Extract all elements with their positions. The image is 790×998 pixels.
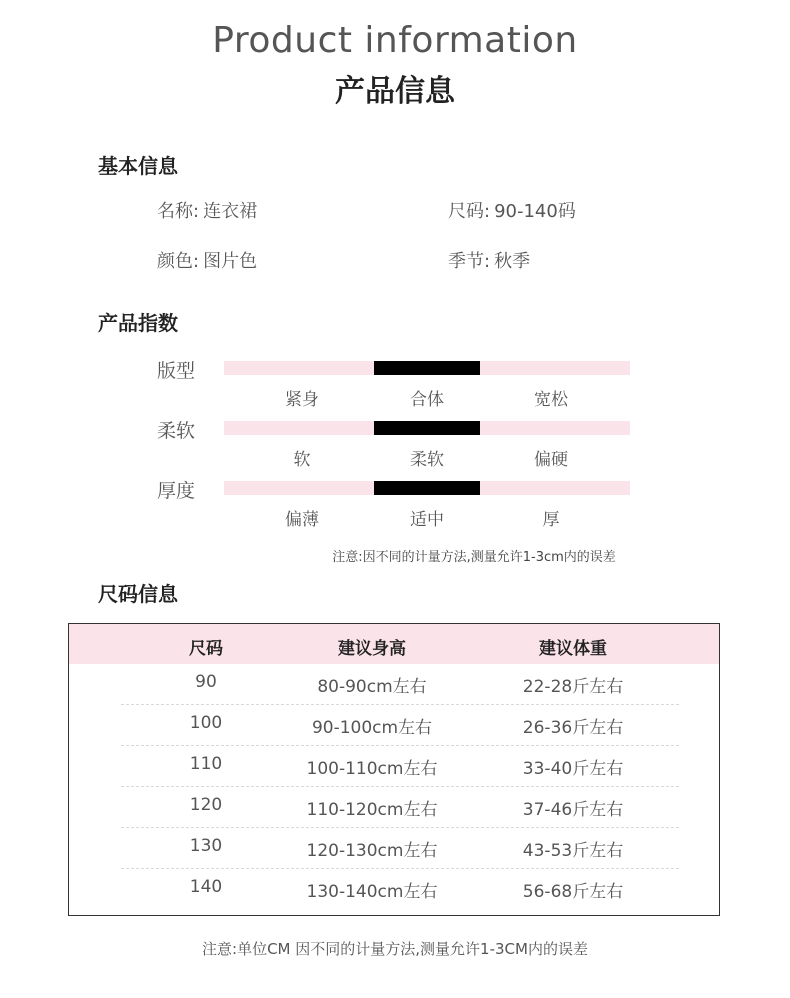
scale-bar-softness	[224, 421, 630, 435]
table-row	[121, 787, 679, 828]
scale-option: 偏薄	[285, 510, 319, 530]
table-row	[121, 828, 679, 869]
basic-info-heading: 基本信息	[98, 154, 178, 178]
size-info-heading: 尺码信息	[98, 582, 178, 606]
season-value: 秋季	[494, 251, 531, 272]
size-table-header	[69, 624, 719, 664]
scale-option: 合体	[410, 390, 444, 410]
table-cell: 80-90cm左右	[317, 677, 427, 697]
size-value: 90-140码	[494, 201, 576, 222]
page-title-en: Product information	[212, 20, 578, 61]
scale-label-softness: 柔软	[157, 420, 196, 442]
table-cell: 56-68斤左右	[522, 882, 624, 902]
name-label: 名称:	[157, 201, 200, 222]
table-row	[121, 705, 679, 746]
size-field	[448, 197, 576, 223]
season-field	[448, 247, 530, 273]
scale-option: 宽松	[534, 390, 568, 410]
table-cell: 90	[195, 672, 217, 692]
page-title-cn: 产品信息	[335, 74, 455, 109]
product-index-heading: 产品指数	[98, 311, 178, 335]
color-label: 颜色:	[157, 251, 200, 272]
scale-option: 软	[293, 450, 311, 470]
scale-label-fit: 版型	[157, 360, 196, 382]
column-header: 建议体重	[539, 639, 607, 659]
table-cell: 130-140cm左右	[306, 882, 438, 902]
table-cell: 37-46斤左右	[522, 800, 624, 820]
measurement-note: 注意:因不同的计量方法,测量允许1-3cm内的误差	[332, 550, 616, 565]
table-row	[121, 664, 679, 705]
table-cell: 22-28斤左右	[522, 677, 624, 697]
color-field	[157, 247, 257, 273]
column-header: 建议身高	[338, 639, 406, 659]
unit-note: 注意:单位CM 因不同的计量方法,测量允许1-3CM内的误差	[202, 940, 588, 958]
size-table	[68, 623, 720, 916]
scale-option: 适中	[410, 510, 444, 530]
table-cell: 110	[189, 754, 223, 774]
table-row	[121, 746, 679, 787]
table-cell: 130	[189, 836, 223, 856]
scale-option: 紧身	[285, 390, 319, 410]
name-field	[157, 197, 257, 223]
scale-option: 偏硬	[534, 450, 568, 470]
size-label: 尺码:	[448, 201, 491, 222]
table-cell: 26-36斤左右	[522, 718, 624, 738]
season-label: 季节:	[448, 251, 491, 272]
scale-marker-fit	[374, 361, 480, 375]
scale-marker-thickness	[374, 481, 480, 495]
table-cell: 110-120cm左右	[306, 800, 438, 820]
table-cell: 90-100cm左右	[311, 718, 433, 738]
table-cell: 43-53斤左右	[522, 841, 624, 861]
scale-marker-softness	[374, 421, 480, 435]
table-cell: 140	[189, 877, 223, 897]
scale-option: 柔软	[410, 450, 444, 470]
column-header: 尺码	[189, 639, 223, 659]
name-value: 连衣裙	[203, 201, 258, 222]
color-value: 图片色	[203, 251, 258, 272]
table-row	[121, 869, 679, 910]
scale-bar-thickness	[224, 481, 630, 495]
table-cell: 100	[189, 713, 223, 733]
scale-label-thickness: 厚度	[157, 480, 196, 502]
table-cell: 33-40斤左右	[522, 759, 624, 779]
scale-bar-fit	[224, 361, 630, 375]
table-cell: 120	[189, 795, 223, 815]
scale-option: 厚	[542, 510, 560, 530]
table-cell: 120-130cm左右	[306, 841, 438, 861]
table-cell: 100-110cm左右	[306, 759, 438, 779]
